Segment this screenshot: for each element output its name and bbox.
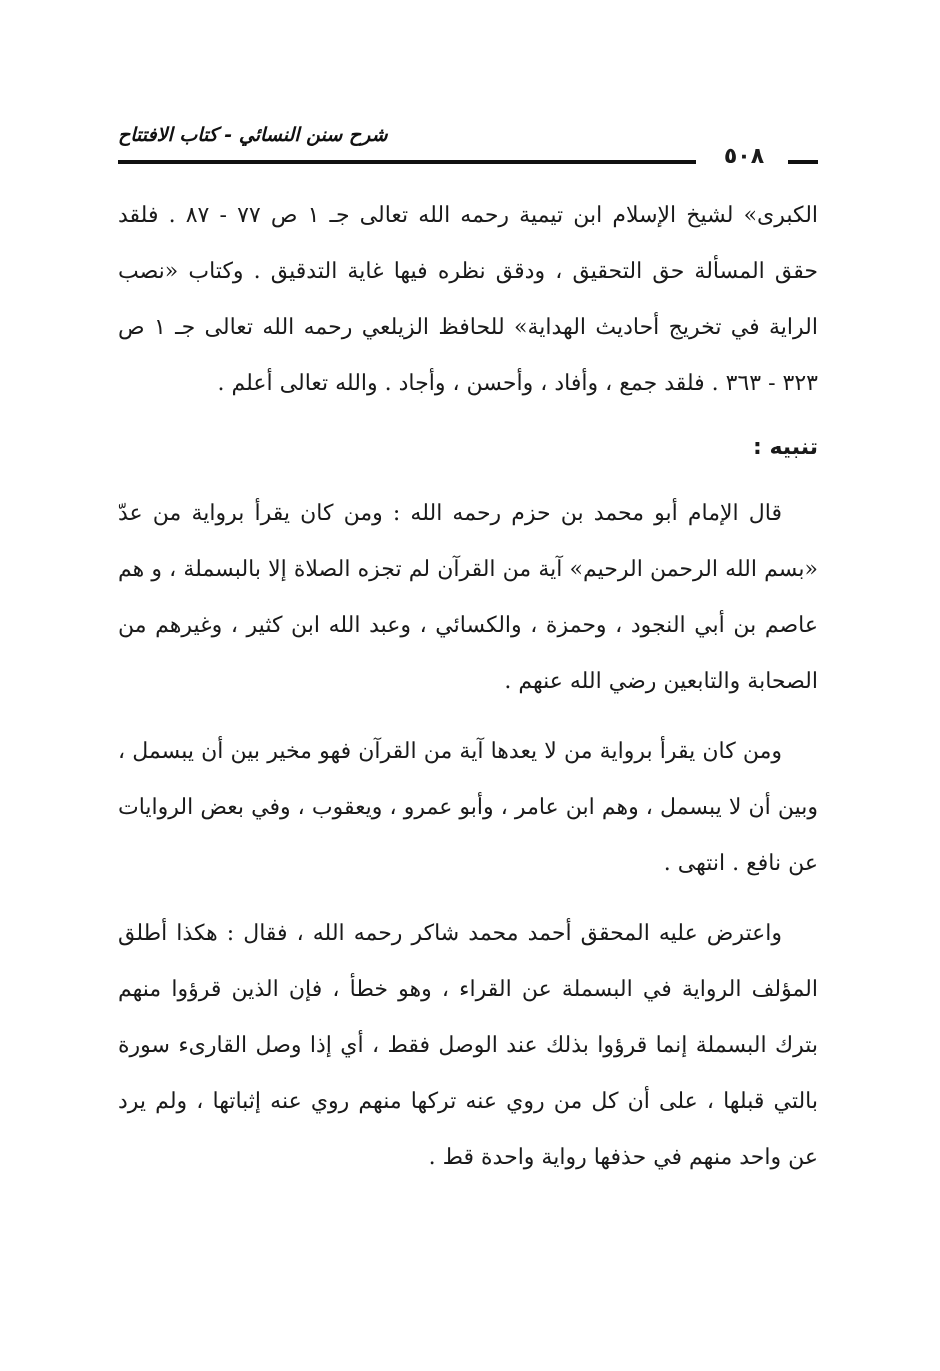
header-rule <box>118 160 696 164</box>
page-header <box>118 118 818 178</box>
paragraph-3: ومن كان يقرأ برواية من لا يعدها آية من القرآن فهو مخير بين أن يبسمل ، وبين أن لا يبسمل ، وهم ابن عامر ، وأبو عمرو ، ويعقوب ، وفي بعض الروايات عن نافع . انتهى . <box>118 739 818 876</box>
paragraph-1: الكبرى» لشيخ الإسلام ابن تيمية رحمه الله تعالى جـ ١ ص ٧٧ - ٨٧ . فلقد حقق المسألة حق التحقيق ، ودقق نظره فيها غاية التدقيق . وكتاب «نصب الراية في تخريج أحاديث الهداية» للحافظ الزيلعي رحمه الله تعالى جـ ١ ص ٣٢٣ - ٣٦٣ . فلقد جمع ، وأفاد ، وأحسن ، وأجاد . والله تعالى أعلم . <box>118 203 819 396</box>
body-text <box>118 188 818 1186</box>
running-title: شرح سنن النسائي - كتاب الافتتاح <box>118 124 388 146</box>
section-heading: تنبيه : <box>752 435 818 460</box>
paragraph-gap <box>118 892 818 906</box>
header-dash <box>788 160 818 164</box>
page-number: ٥٠٨ <box>723 144 765 169</box>
paragraph-4: واعترض عليه المحقق أحمد محمد شاكر رحمه الله ، فقال : هكذا أطلق المؤلف الرواية في البسملة عن القراء ، وهو خطأ ، فإن الذين قرؤوا منهم بترك البسملة إنما قرؤوا بذلك عند الوصل فقط ، أي إذا وصل القارىء سورة بالتي قبلها ، على أن كل من روي عنه تركها منهم روي عنه إثباتها ، ولم يرد عن واحد منهم في حذفها رواية واحدة قط . <box>118 921 818 1170</box>
paragraph-2: قال الإمام أبو محمد بن حزم رحمه الله : ومن كان يقرأ برواية من عدّ «بسم الله الرحمن الرحيم» آية من القرآن لم تجزه الصلاة إلا بالبسملة ، و هم عاصم بن أبي النجود ، وحمزة ، والكسائي ، وعبد الله ابن كثير ، وغيرهم من الصحابة والتابعين رضي الله عنهم . <box>118 501 818 694</box>
paragraph-gap <box>118 710 818 724</box>
